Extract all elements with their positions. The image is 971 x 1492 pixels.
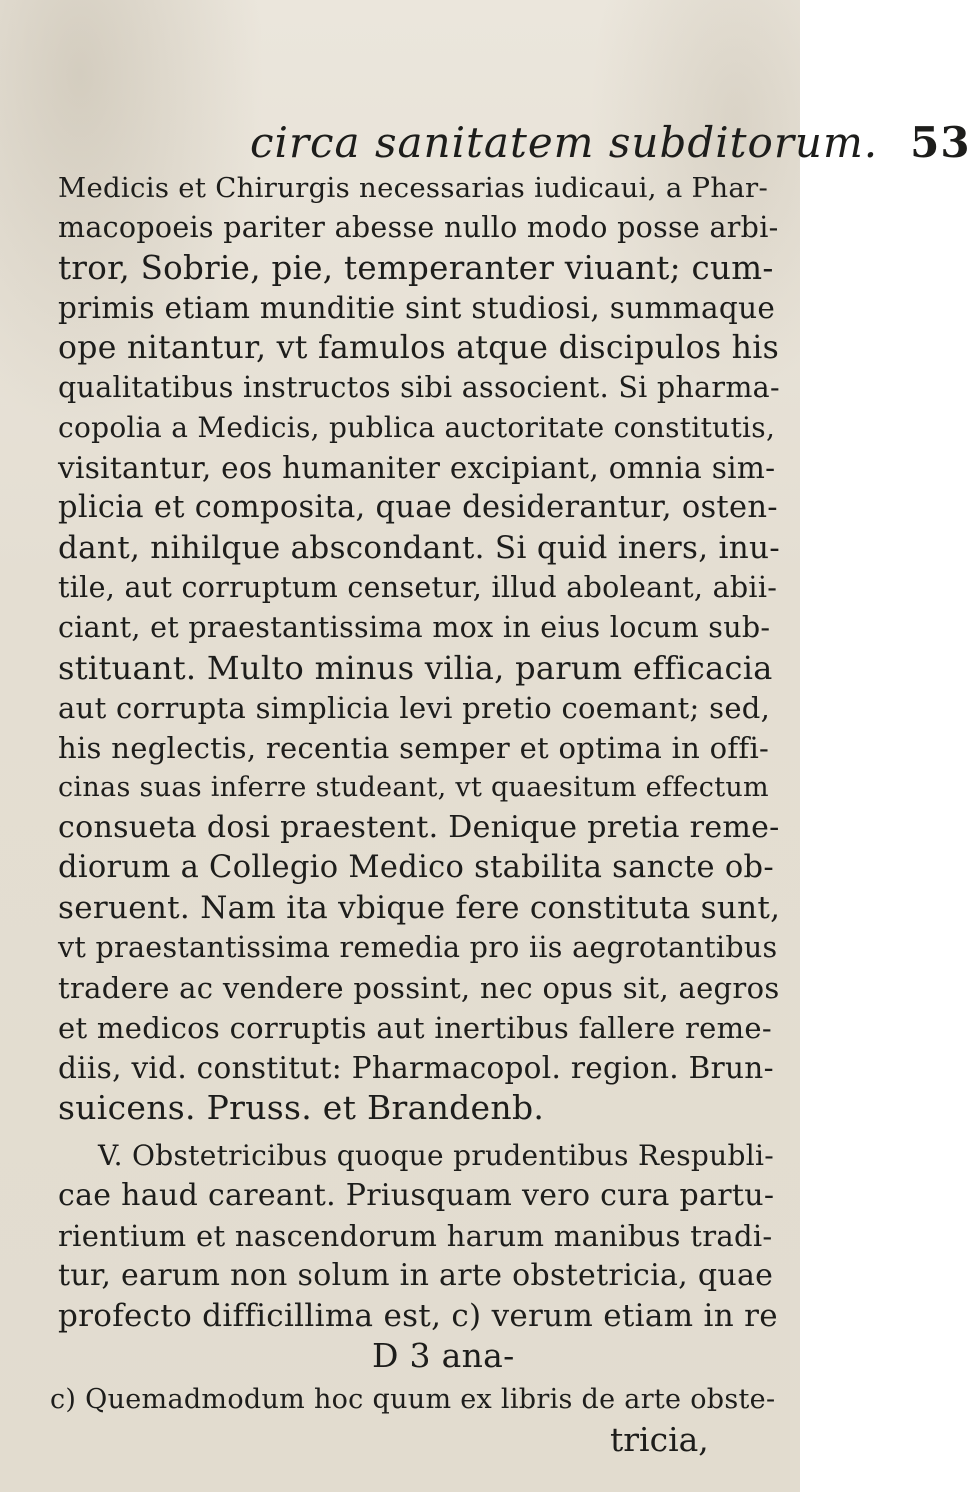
text-line: tradere ac vendere possint, nec opus sit, aegros: [58, 971, 780, 1005]
text-line: cinas suas inferre studeant, vt quaesitum effectum: [58, 772, 769, 803]
text-line: diis, vid. constitut: Pharmacopol. region. Brun-: [58, 1051, 774, 1085]
catchword: tricia,: [610, 1420, 709, 1459]
page-number: 53: [910, 118, 971, 167]
text-line: et medicos corruptis aut inertibus fallere reme-: [58, 1011, 772, 1045]
running-head-title: circa sanitatem subditorum.: [250, 118, 879, 167]
text-line: tile, aut corruptum censetur, illud aboleant, abii-: [58, 571, 778, 604]
text-line: cae haud careant. Priusquam vero cura partu-: [58, 1178, 775, 1213]
text-line: V. Obstetricibus quoque prudentibus Respubli-: [98, 1139, 774, 1172]
text-line: suicens. Pruss. et Brandenb.: [58, 1088, 545, 1127]
text-line: primis etiam munditie sint studiosi, summaque: [58, 291, 776, 325]
text-line: his neglectis, recentia semper et optima in offi-: [58, 731, 770, 765]
text-line: macopoeis pariter abesse nullo modo posse arbi-: [58, 211, 779, 244]
text-line: vt praestantissima remedia pro iis aegrotantibus: [58, 931, 778, 964]
text-line: rientium et nascendorum harum manibus tradi-: [58, 1219, 773, 1253]
text-line: qualitatibus instructos sibi associent. Si pharma-: [58, 371, 780, 404]
text-line: stituant. Multo minus vilia, parum efficacia: [58, 649, 773, 687]
text-line: seruent. Nam ita vbique fere constituta sunt,: [58, 890, 781, 926]
text-line: tur, earum non solum in arte obstetricia, quae: [58, 1258, 774, 1293]
text-line: tror, Sobrie, pie, temperanter viuant; cum-: [58, 249, 774, 287]
text-line: ciant, et praestantissima mox in eius locum sub-: [58, 611, 771, 644]
text-line: profecto difficillima est, c) verum etiam in re: [58, 1298, 778, 1334]
text-line: copolia a Medicis, publica auctoritate constitutis,: [58, 411, 776, 444]
text-line: dant, nihilque abscondant. Si quid iners, inu-: [58, 530, 781, 566]
text-line: visitantur, eos humaniter excipiant, omnia sim-: [58, 451, 776, 485]
text-line: Medicis et Chirurgis necessarias iudicaui, a Phar-: [58, 172, 769, 204]
text-line: plicia et composita, quae desiderantur, osten-: [58, 490, 778, 525]
text-line: ope nitantur, vt famulos atque discipulos his: [58, 330, 780, 366]
footnote: c) Quemadmodum hoc quum ex libris de arte obste-: [50, 1384, 776, 1415]
running-head: [250, 118, 971, 167]
text-line: aut corrupta simplicia levi pretio coemant; sed,: [58, 691, 771, 725]
text-line: consueta dosi praestent. Denique pretia reme-: [58, 810, 780, 845]
signature-line: D 3 ana-: [372, 1336, 515, 1375]
text-line: diorum a Collegio Medico stabilita sancte ob-: [58, 850, 774, 885]
